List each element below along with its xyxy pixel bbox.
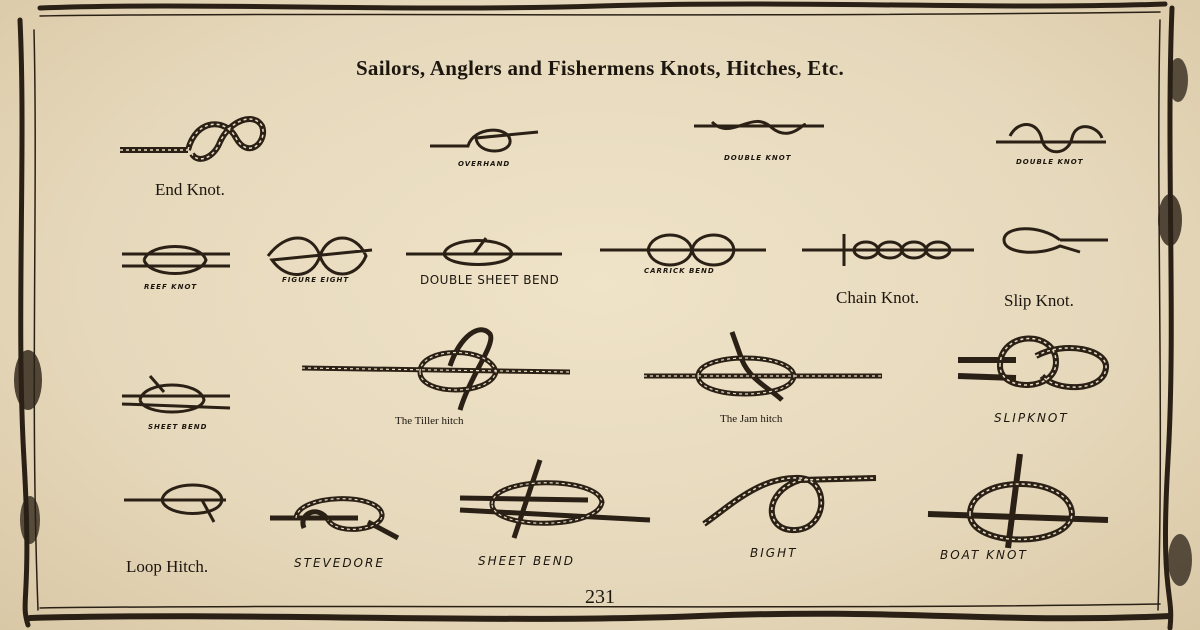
slipknot-caption-2: SLIPKNOT xyxy=(994,411,1069,425)
bight-figure xyxy=(700,466,878,532)
carrick-bend-caption: CARRICK BEND xyxy=(644,267,715,275)
double-knot-caption-2: DOUBLE KNOT xyxy=(1016,158,1084,166)
carrick-bend-figure xyxy=(598,230,768,270)
stevedore-figure xyxy=(268,484,402,544)
sheet-bend-caption: SHEET BEND xyxy=(478,554,575,568)
slipknot-figure-2 xyxy=(956,326,1110,400)
loop-hitch-caption: Loop Hitch. xyxy=(126,557,209,576)
tiller-hitch-caption: The Tiller hitch xyxy=(395,415,464,427)
stevedore-caption: STEVEDORE xyxy=(294,556,385,570)
boat-knot-figure xyxy=(926,452,1110,548)
bight-caption: BIGHT xyxy=(750,546,798,560)
double-sheet-bend-figure xyxy=(404,232,564,272)
overhand-figure xyxy=(428,122,540,158)
sheet-bend-small-caption: SHEET BEND xyxy=(148,423,208,431)
end-knot-caption: End Knot. xyxy=(155,180,225,199)
double-knot-figure-1 xyxy=(692,112,826,148)
double-sheet-bend-caption: DOUBLE SHEET BEND xyxy=(420,273,560,287)
loop-hitch-figure xyxy=(122,478,228,524)
jam-hitch-figure xyxy=(642,330,884,410)
boat-knot-caption: BOAT KNOT xyxy=(940,548,1028,562)
double-knot-figure-2 xyxy=(994,122,1108,158)
chain-knot-figure xyxy=(800,232,976,268)
figure-eight-figure xyxy=(266,234,374,278)
end-knot-figure xyxy=(118,112,268,172)
chain-knot-caption: Chain Knot. xyxy=(836,288,920,307)
double-knot-caption-1: DOUBLE KNOT xyxy=(724,154,792,162)
sheet-bend-figure xyxy=(458,458,654,542)
figure-eight-caption: FIGURE EIGHT xyxy=(282,276,350,284)
jam-hitch-caption: The Jam hitch xyxy=(720,413,783,425)
page-number: 231 xyxy=(585,586,615,608)
reef-knot-figure xyxy=(120,240,232,280)
slip-knot-figure-1 xyxy=(1000,226,1110,262)
slip-knot-caption-1: Slip Knot. xyxy=(1004,291,1074,310)
overhand-caption: OVERHAND xyxy=(458,160,511,168)
reef-knot-caption: REEF KNOT xyxy=(144,283,198,291)
sheet-bend-small-figure xyxy=(120,372,232,418)
page-title: Sailors, Anglers and Fishermens Knots, Hitches, Etc. xyxy=(355,56,845,80)
tiller-hitch-figure xyxy=(300,326,572,412)
